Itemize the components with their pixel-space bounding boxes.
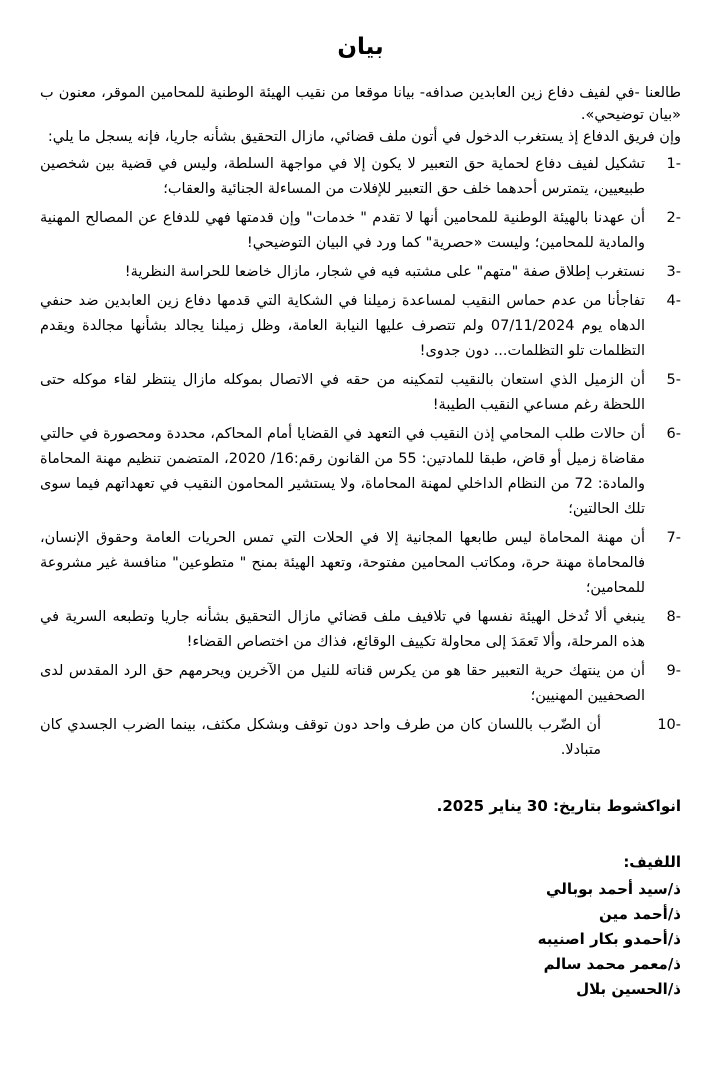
point-text: أن مهنة المحاماة ليس طابعها المجانية إلا في الحلات التي تمس الحريات العامة وحقوق الإنسان، فالمحاماة مهنة حرة، ومكاتب المحامين مفتوحة، وتعهد الهيئة بمنح " متطوعين" منافسة غير مشروعة للمحامين؛: [40, 530, 645, 596]
point-number: 1-: [666, 156, 681, 172]
point-item: [40, 368, 681, 418]
intro-paragraph-1: طالعنا -في لفيف دفاع زين العابدين صدافه- بيانا موقعا من نقيب الهيئة الوطنية للمحامين الموقر، معنون ب «بيان توضيحي».: [40, 85, 681, 123]
point-text: نستغرب إطلاق صفة "متهم" على مشتبه فيه في شجار، مازال خاضعا للحراسة النظرية!: [124, 264, 645, 280]
point-item: [40, 289, 681, 364]
point-number: 4-: [666, 293, 681, 309]
point-number: 6-: [666, 426, 681, 442]
point-text: ينبغي ألا تُدخل الهيئة نفسها في تلافيف ملف قضائي مازال التحقيق بشأنه جاريا وتطبعه السرية في هذه المرحلة، وألا تَعمَدَ إلى محاولة تكييف الوقائع، فذاك من اختصاص القضاء!: [40, 609, 645, 650]
point-item: [40, 526, 681, 601]
point-item: [40, 206, 681, 256]
signatory-name: ذ/أحمد مين: [599, 905, 681, 923]
point-number: 7-: [666, 530, 681, 546]
point-number: 5-: [666, 372, 681, 388]
point-number: 8-: [666, 609, 681, 625]
point-number: 2-: [666, 210, 681, 226]
place-date-line: انواكشوط بتاريخ: 30 يناير 2025.: [436, 797, 681, 815]
point-number: 3-: [666, 264, 681, 280]
document-title: بيان: [337, 34, 384, 60]
point-text: أن حالات طلب المحامي إذن النقيب في التعهد في القضايا أمام المحاكم، محددة ومحصورة في حالتي مقاضاة زميل أو قاض، طبقا للمادتين: 55 من القانون رقم:16/ 2020، المتضمن تنظيم مهنة المحاماة والمادة: 72 من النظام الداخلي لمهنة المحاماة، ولا يستشير المحامون النقيب في تعهداتهم فيما سوى تلك الحالتين؛: [40, 426, 646, 517]
intro-paragraph-2: وإن فريق الدفاع إذ يستغرب الدخول في أتون ملف قضائي، مازال التحقيق بشأنه جاريا، فإنه يسجل ما يلي:: [47, 129, 681, 145]
point-text: تشكيل لفيف دفاع لحماية حق التعبير لا يكون إلا في مواجهة السلطة، وليس في قضية بين شخصين طبيعيين، يتمترس أحدهما خلف حق التعبير للإفلات من المساءلة الجنائية والعقاب؛: [40, 156, 645, 197]
point-item: [40, 713, 681, 763]
signatory-name: ذ/سيد أحمد بوبالي: [546, 880, 681, 898]
point-item: [40, 152, 681, 202]
signatories-heading: اللفيف:: [623, 853, 681, 871]
point-number: 10-: [657, 717, 681, 733]
point-item: [40, 659, 681, 709]
point-item: [40, 260, 681, 285]
point-text: أن الزميل الذي استعان بالنقيب لتمكينه من حقه في الاتصال بموكله مازال ينتظر لقاء موكله حتى اللحظة رغم مساعي النقيب الطيبة!: [40, 372, 645, 413]
signatory-name: ذ/الحسين بلال: [576, 980, 681, 998]
signatory-name: ذ/معمر محمد سالم: [543, 955, 681, 973]
points-list: [40, 152, 681, 763]
intro-section: [40, 82, 681, 148]
point-item: [40, 605, 681, 655]
signatory-name: ذ/أحمدو بكار اصنيبه: [537, 930, 681, 948]
point-text: تفاجأنا من عدم حماس النقيب لمساعدة زميلنا في الشكاية التي قدمها دفاع زين العابدين ضد حنفي الدهاه يوم 07/11/2024 ولم تتصرف عليها النيابة العامة، وظل زميلنا يجالد بشأنها مجالدة ويقدم التظلمات تلو التظلمات... دون جدوى!: [40, 293, 645, 359]
point-text: أن الضّرب باللسان كان من طرف واحد دون توقف وبشكل مكثف، بينما الضرب الجسدي كان متبادلا.: [40, 717, 601, 758]
point-number: 9-: [666, 663, 681, 679]
point-item: [40, 422, 681, 522]
point-text: أن عهدنا بالهيئة الوطنية للمحامين أنها لا تقدم " خدمات" وإن قدمتها فهي للدفاع عن المصالح المهنية والمادية للمحامين؛ وليست «حصرية" كما ورد في البيان التوضيحي!: [40, 210, 645, 251]
signatories-list: [40, 877, 681, 1002]
point-text: أن من ينتهك حرية التعبير حقا هو من يكرس قناته للنيل من الآخرين ويحرمهم حق الرد المقدس لدى الصحفيين المهنيين؛: [40, 663, 645, 704]
